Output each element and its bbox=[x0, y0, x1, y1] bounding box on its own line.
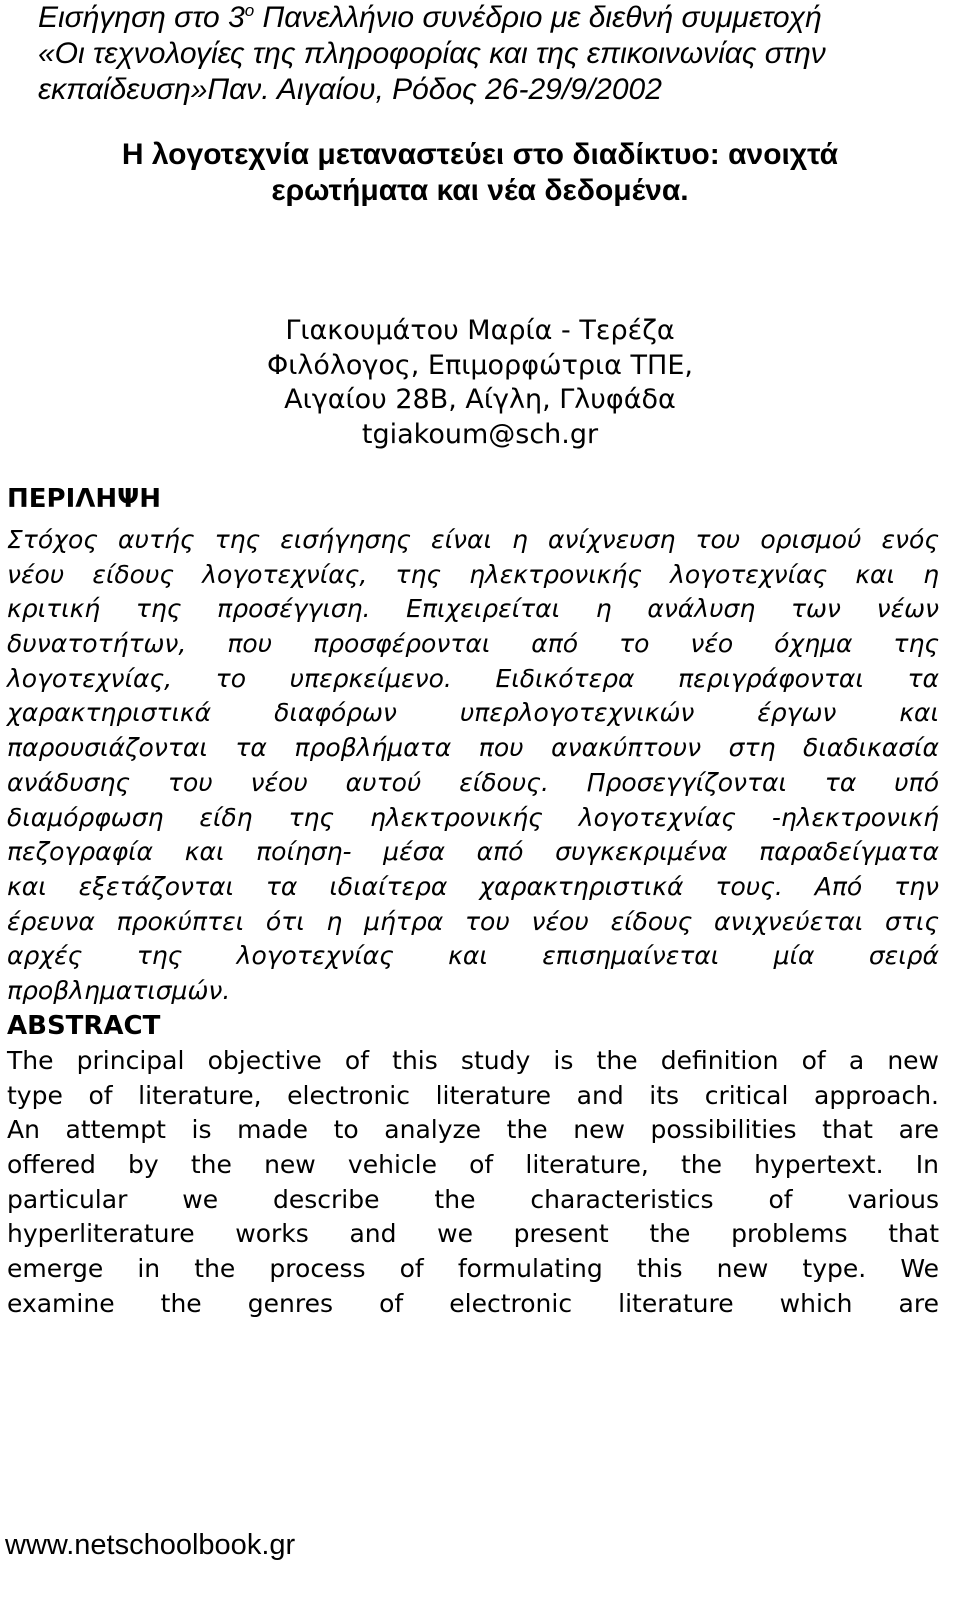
text-line: type of literature, electronic literature and its critical approach. bbox=[7, 1080, 939, 1110]
text-line: emerge in the process of formulating this new type. We bbox=[7, 1254, 939, 1284]
text-line: hyperliterature works and we present the problems that bbox=[7, 1219, 939, 1249]
text-line: νέου είδους λογοτεχνίας, της ηλεκτρονικής λογοτεχνίας και η bbox=[7, 559, 939, 589]
author-role: Φιλόλογος, Επιμορφώτρια ΤΠΕ, bbox=[267, 349, 693, 381]
paper-title-line-1: Η λογοτεχνία μεταναστεύει στο διαδίκτυο: ανοιχτά bbox=[121, 138, 839, 171]
text-line: χαρακτηριστικά διαφόρων υπερλογοτεχνικών έργων και bbox=[7, 698, 939, 728]
text-line: έρευνα προκύπτει ότι η μήτρα του νέου είδους ανιχνεύεται στις bbox=[7, 906, 939, 936]
conference-note-line-3: εκπαίδευση»Παν. Αιγαίου, Ρόδος 26-29/9/2002 bbox=[38, 73, 662, 106]
conference-note bbox=[38, 0, 938, 108]
author-address: Αιγαίου 28Β, Αίγλη, Γλυφάδα bbox=[284, 384, 676, 415]
text-line: πεζογραφία και ποίηση- μέσα από συγκεκριμένα παραδείγματα bbox=[7, 837, 939, 867]
conference-note-line-1 bbox=[38, 0, 938, 36]
text-line: και εξετάζονται τα ιδιαίτερα χαρακτηριστικά τους. Από την bbox=[7, 871, 939, 901]
footer-url: www.netschoolbook.gr bbox=[5, 1529, 296, 1561]
text-line: Στόχος αυτής της εισήγησης είναι η ανίχνευση του ορισμού ενός bbox=[7, 525, 939, 554]
summary-heading: ΠΕΡΙΛΗΨΗ bbox=[7, 484, 161, 514]
author-email: tgiakoum@sch.gr bbox=[361, 418, 599, 450]
paper-title bbox=[0, 137, 960, 209]
author-name: Γιακουμάτου Μαρία - Τερέζα bbox=[285, 315, 675, 346]
text-line: παρουσιάζονται τα προβλήματα που ανακύπτουν στη διαδικασία bbox=[7, 733, 939, 763]
conference-note-text: Εισήγηση στο 3 bbox=[38, 1, 245, 34]
text-line: λογοτεχνίας, το υπερκείμενο. Ειδικότερα περιγράφονται τα bbox=[7, 663, 939, 693]
text-line: ανάδυσης του νέου αυτού είδους. Προσεγγίζονται τα υπό bbox=[7, 767, 939, 797]
text-line: offered by the new vehicle of literature, the hypertext. In bbox=[7, 1150, 939, 1180]
text-line: examine the genres of electronic literature which are bbox=[7, 1288, 939, 1318]
text-line: δυνατοτήτων, που προσφέρονται από το νέο όχημα της bbox=[7, 629, 939, 659]
ordinal-superscript: ο bbox=[244, 1, 255, 20]
conference-note-text: Πανελλήνιο συνέδριο με διεθνή συμμετοχή bbox=[254, 1, 822, 34]
abstract-body bbox=[7, 1044, 939, 1322]
author-block bbox=[0, 314, 960, 452]
text-line: An attempt is made to analyze the new possibilities that are bbox=[7, 1115, 939, 1145]
summary-body bbox=[7, 523, 939, 1009]
paper-title-line-2: ερωτήματα και νέα δεδομένα. bbox=[271, 174, 689, 207]
conference-note-line-2: «Οι τεχνολογίες της πληροφορίας και της επικοινωνίας στην bbox=[38, 37, 826, 70]
text-line: κριτική της προσέγγιση. Επιχειρείται η ανάλυση των νέων bbox=[7, 594, 939, 624]
abstract-heading: ABSTRACT bbox=[7, 1011, 161, 1041]
text-line: αρχές της λογοτεχνίας και επισημαίνεται μία σειρά bbox=[7, 941, 939, 971]
text-line: The principal objective of this study is the definition of a new bbox=[7, 1046, 939, 1075]
text-line: διαμόρφωση είδη της ηλεκτρονικής λογοτεχνίας -ηλεκτρονική bbox=[7, 802, 939, 832]
text-line: particular we describe the characteristics of various bbox=[7, 1184, 939, 1214]
text-line: προβληματισμών. bbox=[7, 975, 231, 1005]
